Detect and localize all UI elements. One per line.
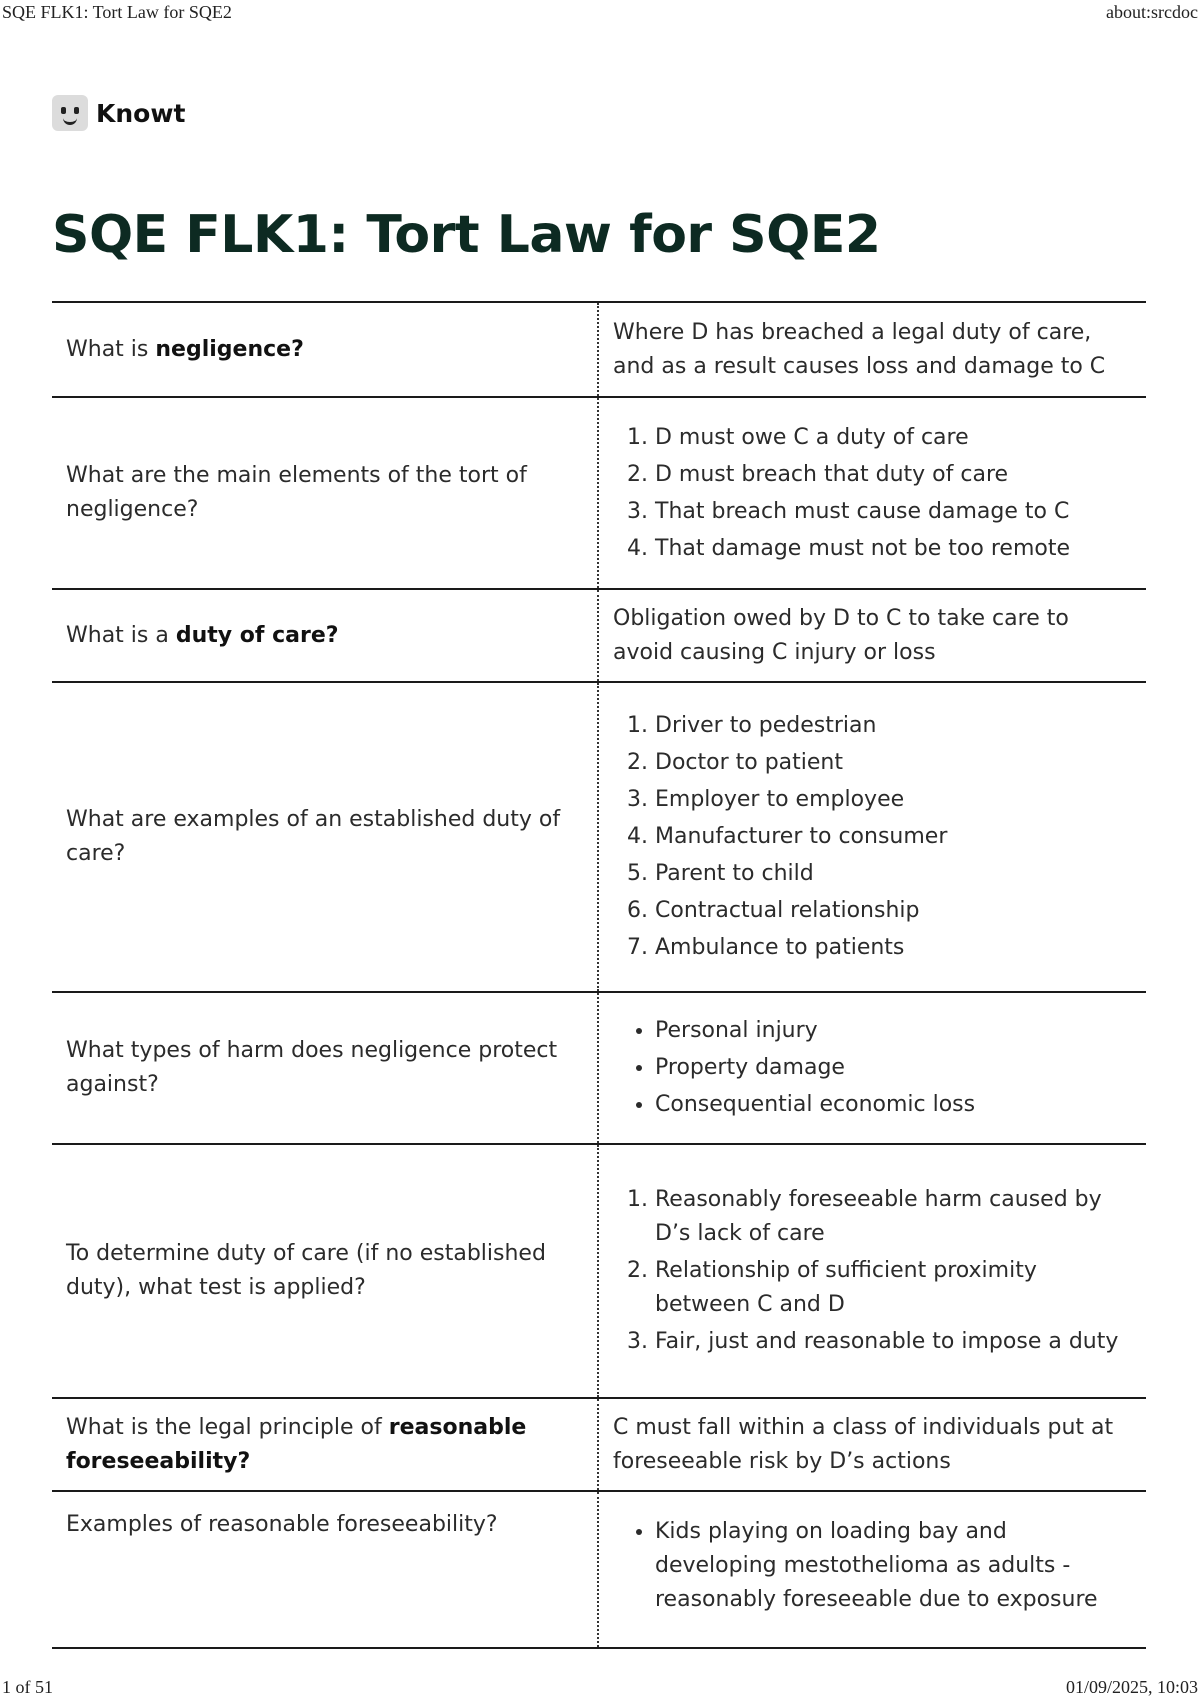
list-item: 1. Reasonably foreseeable harm caused by D’s lack of care [655, 1183, 1132, 1251]
flashcard-row [52, 1145, 1146, 1399]
list-item: 3. Employer to employee [655, 783, 1132, 817]
list-item: • Property damage [655, 1051, 1132, 1085]
list-item: • Kids playing on loading bay and developing mestothelioma as adults - reasonably foreseeable due to exposure [655, 1515, 1132, 1617]
flashcard-row [52, 993, 1146, 1145]
flashcard-answer [599, 683, 1146, 991]
list-item: 1. Driver to pedestrian [655, 709, 1132, 743]
list-item: 5. Parent to child [655, 857, 1132, 891]
print-timestamp: 01/09/2025, 10:03 [1065, 1677, 1198, 1697]
list-item: 4. Manufacturer to consumer [655, 820, 1132, 854]
flashcard-row [52, 590, 1146, 683]
list-item: 2. Relationship of sufficient proximity between C and D [655, 1254, 1132, 1322]
list-item: 2. D must breach that duty of care [655, 458, 1132, 492]
print-header-url: about:srcdoc [1106, 2, 1198, 22]
page-count: 1 of 51 [2, 1677, 53, 1697]
flashcard-question: To determine duty of care (if no established duty), what test is applied? [52, 1145, 599, 1397]
flashcard-question: What is a duty of care? [52, 590, 599, 681]
flashcard-answer [599, 398, 1146, 588]
flashcard-answer: Obligation owed by D to C to take care to avoid causing C injury or loss [613, 605, 1069, 665]
answer-list [613, 1011, 1132, 1125]
list-item: • Consequential economic loss [655, 1088, 1132, 1122]
list-item: 3. That breach must cause damage to C [655, 495, 1132, 529]
flashcard-row [52, 1492, 1146, 1649]
list-item: 6. Contractual relationship [655, 894, 1132, 928]
flashcard-question: Examples of reasonable foreseeability? [52, 1492, 599, 1647]
page-title: SQE FLK1: Tort Law for SQE2 [52, 205, 881, 265]
answer-list [613, 706, 1132, 968]
brand-logo[interactable] [52, 94, 185, 132]
list-item: 7. Ambulance to patients [655, 931, 1132, 965]
flashcard-answer [599, 993, 1146, 1143]
flashcard-question: What are the main elements of the tort of negligence? [52, 398, 599, 588]
flashcard-answer: Where D has breached a legal duty of care, and as a result causes loss and damage to C [613, 319, 1106, 379]
flashcard-row [52, 303, 1146, 398]
flashcard-row [52, 683, 1146, 993]
flashcard-answer: C must fall within a class of individuals put at foreseeable risk by D’s actions [613, 1414, 1114, 1474]
list-item: 1. D must owe C a duty of care [655, 421, 1132, 455]
answer-list [613, 1512, 1132, 1620]
brand-name: Knowt [96, 98, 186, 128]
flashcard-question: What types of harm does negligence protect against? [52, 993, 599, 1143]
print-header-title: SQE FLK1: Tort Law for SQE2 [2, 2, 232, 22]
flashcard-table [52, 301, 1146, 1649]
flashcard-question: What is the legal principle of reasonable foreseeability? [52, 1399, 599, 1490]
list-item: 3. Fair, just and reasonable to impose a duty [655, 1325, 1132, 1359]
flashcard-row [52, 1399, 1146, 1492]
flashcard-answer [599, 1492, 1146, 1647]
flashcard-row [52, 398, 1146, 590]
flashcard-question: What is negligence? [52, 303, 599, 396]
smiley-face-icon [52, 95, 88, 131]
answer-list [613, 1180, 1132, 1362]
flashcard-question: What are examples of an established duty of care? [52, 683, 599, 991]
list-item: • Personal injury [655, 1014, 1132, 1048]
list-item: 4. That damage must not be too remote [655, 532, 1132, 566]
list-item: 2. Doctor to patient [655, 746, 1132, 780]
flashcard-answer [599, 1145, 1146, 1397]
answer-list [613, 418, 1132, 569]
